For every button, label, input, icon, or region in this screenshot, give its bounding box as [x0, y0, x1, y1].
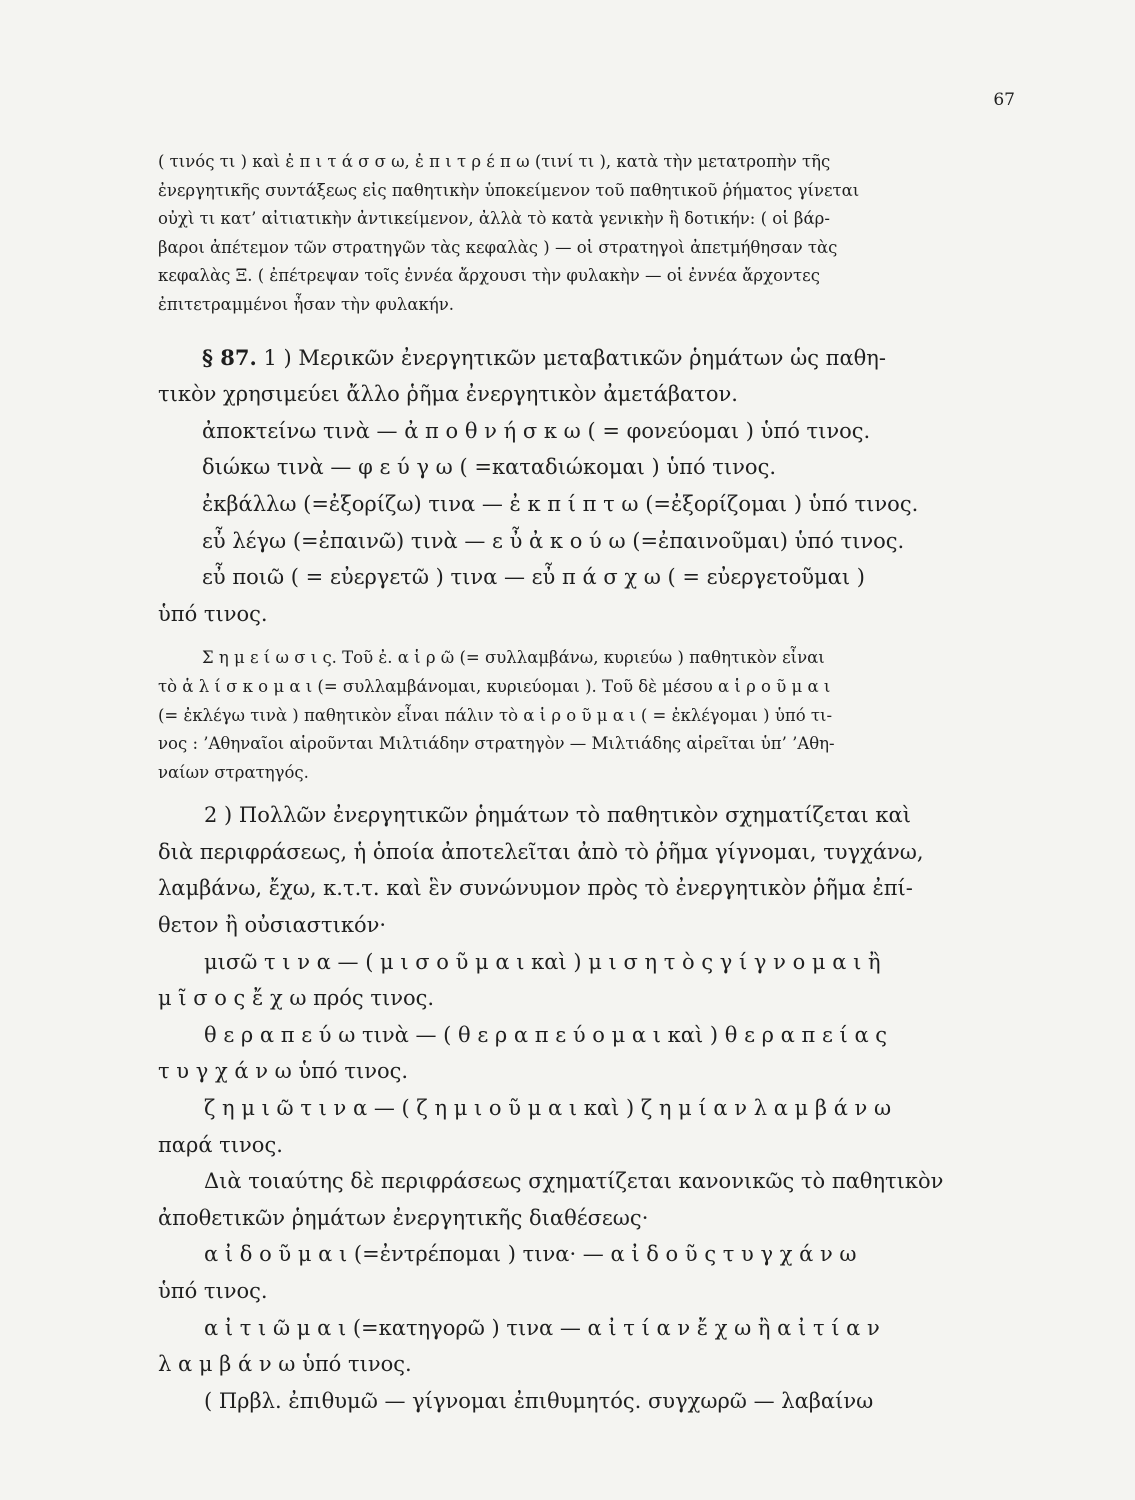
example-line: εὖ λέγω (=ἐπαινῶ) τινὰ — ε ὖ ἀ κ ο ύ ω (=ἐπαινοῦμαι) ὑπό τινος.	[202, 528, 905, 553]
note-paragraph	[158, 644, 998, 787]
page-body	[158, 148, 998, 1419]
text-line: βαροι ἀπέτεμον τῶν στρατηγῶν τὰς κεφαλὰς ) — οἱ στρατηγοὶ ἀπετμήθησαν τὰς	[158, 237, 838, 257]
text-line: οὐχὶ τι κατ’ αἰτιατικὴν ἀντικείμενον, ἀλλὰ τὸ κατὰ γενικὴν ἢ δοτικήν: ( οἱ βάρ-	[158, 209, 830, 229]
text-line: λαμβάνω, ἔχω, κ.τ.τ. καὶ ἓν συνώνυμον πρὸς τὸ ἐνεργητικὸν ῥῆμα ἐπί-	[158, 876, 913, 901]
example-line: α ἰ τ ι ῶ μ α ι (=κατηγορῶ ) τινα — α ἰ τ ί α ν ἔ χ ω ἢ α ἰ τ ί α ν	[204, 1315, 880, 1340]
example-line: ἀποκτείνω τινὰ — ἀ π ο θ ν ή σ κ ω ( = φονεύομαι ) ὑπό τινος.	[202, 418, 871, 443]
example-line: ( Πρβλ. ἐπιθυμῶ — γίγνομαι ἐπιθυμητός. συγχωρῶ — λαβαίνω	[204, 1388, 874, 1413]
text-line: 1 ) Μερικῶν ἐνεργητικῶν μεταβατικῶν ῥημάτων ὡς παθη-	[256, 345, 886, 370]
intro-paragraph	[158, 148, 998, 320]
text-line: Σ η μ ε ί ω σ ι ς. Τοῦ ἐ. α ἱ ρ ῶ (= συλλαμβάνω, κυριεύω ) παθητικὸν εἶναι	[202, 648, 825, 668]
example-line: παρά τινος.	[158, 1132, 283, 1157]
example-line: μ ῖ σ ο ς ἔ χ ω πρός τινος.	[158, 986, 435, 1011]
text-line: 2 ) Πολλῶν ἐνεργητικῶν ῥημάτων τὸ παθητικὸν σχηματίζεται καὶ	[204, 803, 911, 828]
text-line: ἐνεργητικῆς συντάξεως εἰς παθητικὴν ὑποκείμενον τοῦ παθητικοῦ ῥήματος γίνεται	[158, 180, 860, 200]
text-line: Διὰ τοιαύτης δὲ περιφράσεως σχηματίζεται κανονικῶς τὸ παθητικὸν	[204, 1169, 944, 1194]
example-line: ὑπό τινος.	[158, 1279, 268, 1303]
section-heading-line	[158, 340, 998, 377]
page-number: 67	[993, 90, 1015, 110]
example-line: ὑπό τινος.	[158, 601, 268, 626]
example-line: λ α μ β ά ν ω ὑπό τινος.	[158, 1352, 412, 1377]
example-line: ζ η μ ι ῶ τ ι ν α — ( ζ η μ ι ο ῦ μ α ι καὶ ) ζ η μ ί α ν λ α μ β ά ν ω	[204, 1096, 892, 1121]
example-line: διώκω τινὰ — φ ε ύ γ ω ( =καταδιώκομαι ) ὑπό τινος.	[202, 455, 777, 480]
text-line: κεφαλὰς Ξ. ( ἐπέτρεψαν τοῖς ἐννέα ἄρχουσι τὴν φυλακὴν — οἱ ἐννέα ἄρχοντες	[158, 266, 820, 286]
text-line: ( τινός τι ) καὶ ἐ π ι τ ά σ σ ω, ἐ π ι τ ρ έ π ω (τινί τι ), κατὰ τὴν μετατροπὴν τῆς	[158, 152, 831, 171]
example-line: μισῶ τ ι ν α — ( μ ι σ ο ῦ μ α ι καὶ ) μ ι σ η τ ὸ ς γ ί γ ν ο μ α ι ἢ	[204, 949, 881, 974]
text-line: νος : ’Αθηναῖοι αἱροῦνται Μιλτιάδην στρατηγὸν — Μιλτιάδης αἱρεῖται ὑπ’ ’Αθη-	[158, 734, 835, 754]
text-line: ἐπιτετραμμένοι ἦσαν τὴν φυλακήν.	[158, 294, 455, 314]
text-line: τικὸν χρησιμεύει ἄλλο ῥῆμα ἐνεργητικὸν ἀμετάβατον.	[158, 382, 738, 407]
text-line: ναίων στρατηγός.	[158, 762, 309, 782]
example-line: α ἰ δ ο ῦ μ α ι (=ἐντρέπομαι ) τινα· — α ἰ δ ο ῦ ς τ υ γ χ ά ν ω	[204, 1242, 857, 1267]
section-mark: § 87.	[202, 344, 257, 370]
text-line: ἀποθετικῶν ῥημάτων ἐνεργητικῆς διαθέσεως·	[158, 1205, 649, 1230]
text-line: διὰ περιφράσεως, ἡ ὁποία ἀποτελεῖται ἀπὸ τὸ ῥῆμα γίγνομαι, τυγχάνω,	[158, 839, 924, 864]
text-line: (= ἐκλέγω τινὰ ) παθητικὸν εἶναι πάλιν τὸ α ἱ ρ ο ῦ μ α ι ( = ἐκλέγομαι ) ὑπό τι-	[158, 705, 833, 725]
text-line: τὸ ἁ λ ί σ κ ο μ α ι (= συλλαμβάνομαι, κυριεύομαι ). Τοῦ δὲ μέσου α ἱ ρ ο ῦ μ α ι	[158, 676, 831, 696]
example-line: εὖ ποιῶ ( = εὐεργετῶ ) τινα — εὖ π ά σ χ ω ( = εὐεργετοῦμαι )	[202, 565, 865, 590]
example-line: θ ε ρ α π ε ύ ω τινὰ — ( θ ε ρ α π ε ύ ο μ α ι καὶ ) θ ε ρ α π ε ί α ς	[204, 1022, 888, 1047]
paragraph-2	[158, 797, 998, 1419]
example-line: τ υ γ χ ά ν ω ὑπό τινος.	[158, 1059, 409, 1084]
text-line: θετον ἢ οὐσιαστικόν·	[158, 913, 387, 938]
section-87	[158, 340, 998, 633]
example-line: ἐκβάλλω (=ἐξορίζω) τινα — ἐ κ π ί π τ ω (=ἐξορίζομαι ) ὑπό τινος.	[202, 491, 919, 516]
